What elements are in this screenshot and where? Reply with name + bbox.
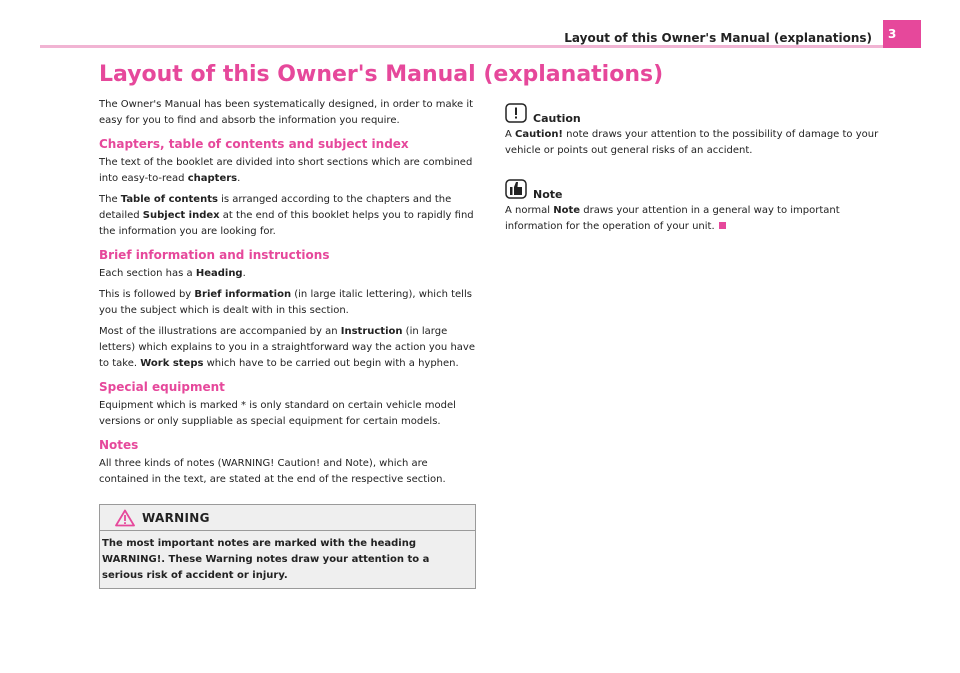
brief-paragraph-1: Each section has a Heading. <box>99 268 246 279</box>
left-column <box>99 97 479 589</box>
header-rule <box>40 45 920 48</box>
right-column <box>505 103 885 240</box>
running-title: Layout of this Owner's Manual (explanations) <box>564 31 872 45</box>
section-heading-brief: Brief information and instructions <box>99 248 330 262</box>
notes-paragraph: All three kinds of notes (WARNING! Caution! and Note), which are contained in the text, are stated at the end of the respective section. <box>99 458 446 485</box>
warning-header <box>100 505 475 531</box>
caution-paragraph: A Caution! note draws your attention to the possibility of damage to your vehicle or points out general risks of an accident. <box>505 129 879 156</box>
caution-exclamation-icon <box>505 103 527 123</box>
brief-paragraph-2: This is followed by Brief information (in large italic lettering), which tells you the subject which is dealt with in this section. <box>99 289 472 316</box>
note-paragraph: A normal Note draws your attention in a general way to important information for the operation of your unit. <box>505 205 840 232</box>
warning-text: The most important notes are marked with the heading WARNING!. These Warning notes draw your attention to a serious risk of accident or injury. <box>102 538 430 581</box>
section-end-marker <box>719 222 726 229</box>
section-heading-chapters: Chapters, table of contents and subject index <box>99 137 409 151</box>
chapters-paragraph-1: The text of the booklet are divided into short sections which are combined into easy-to-read chapters. <box>99 157 473 184</box>
intro-paragraph: The Owner's Manual has been systematically designed, in order to make it easy for you to find and absorb the information you require. <box>99 99 474 126</box>
page-number: 3 <box>883 20 921 48</box>
section-heading-notes: Notes <box>99 438 139 452</box>
chapters-paragraph-2: The Table of contents is arranged according to the chapters and the detailed Subject index at the end of this booklet helps you to rapidly find the information you are looking for. <box>99 194 474 237</box>
warning-triangle-icon <box>115 509 135 527</box>
special-paragraph: Equipment which is marked * is only standard on certain vehicle model versions or only suppliable as special equipment for certain models. <box>99 400 456 427</box>
caution-header <box>505 103 885 123</box>
warning-title: WARNING <box>142 510 210 525</box>
note-icon <box>505 179 527 199</box>
brief-paragraph-3: Most of the illustrations are accompanied by an Instruction (in large letters) which explains to you in a straightforward way the action you have to take. Work steps which have to be carried out begin with a hyphen. <box>99 326 475 369</box>
note-header <box>505 179 885 199</box>
caution-title: Caution <box>533 112 581 125</box>
page-title: Layout of this Owner's Manual (explanations) <box>99 62 664 87</box>
warning-box <box>99 504 476 589</box>
note-title: Note <box>533 188 563 201</box>
section-heading-special: Special equipment <box>99 380 225 394</box>
